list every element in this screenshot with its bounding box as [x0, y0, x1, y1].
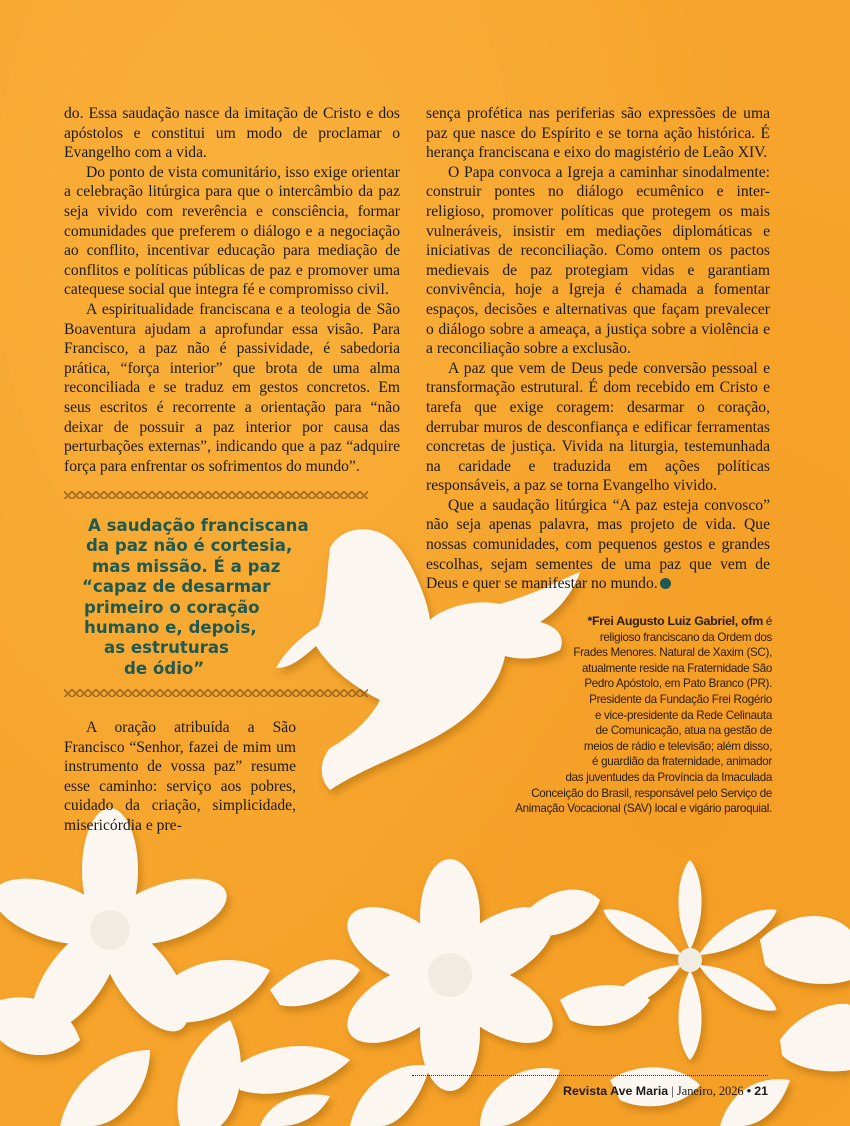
- paragraph: do. Essa saudação nasce da imitação de Cristo e dos apóstolos e constitui um modo de proclamar o Evangelho com a vida.: [64, 105, 400, 162]
- bio-line: Pedro Apóstolo, em Pato Branco (PR).: [584, 677, 772, 691]
- page-footer: [412, 1084, 768, 1099]
- bio-line: religioso franciscano da Ordem dos: [599, 630, 772, 644]
- pull-quote: [78, 516, 318, 679]
- pull-quote-line: da paz não é cortesia,: [86, 536, 293, 556]
- bio-line: meios de rádio e televisão; além disso,: [583, 739, 772, 753]
- pull-quote-line: A saudação franciscana: [88, 516, 309, 535]
- pull-quote-line: “capaz de desarmar: [82, 577, 271, 597]
- article-column-right: [426, 104, 770, 594]
- bio-line: Animação Vocacional (SAV) local e vigário paroquial.: [515, 802, 772, 816]
- article-column-left-top: [64, 104, 400, 476]
- bio-line: Frades Menores. Natural de Xaxim (SC),: [573, 646, 772, 660]
- magazine-name: Revista Ave Maria: [563, 1084, 669, 1098]
- paragraph: A paz que vem de Deus pede conversão pessoal e transformação estrutural. É dom recebido em Cristo e tarefa que exige coragem: desarmar o coração, derrubar muros de desconfiança e edificar ferramentas concretas de justiça. Vivida na liturgia, testemunhada na caridade e traduzida em ações políticas responsáveis, a paz se torna Evangelho vivido.: [426, 359, 770, 495]
- footer-separator: |: [671, 1084, 674, 1098]
- paper-flowers: [0, 808, 850, 1126]
- closing-paragraph: [426, 496, 770, 594]
- issue-date: Janeiro, 2026: [676, 1084, 744, 1098]
- footer-divider: [412, 1075, 768, 1076]
- author-bio: [472, 614, 772, 817]
- bio-line: é guardião da fraternidade, animador: [592, 755, 772, 769]
- article-column-left-bottom: [64, 718, 296, 836]
- bio-line: atualmente reside na Fraternidade São: [582, 661, 772, 675]
- pull-quote-line: as estruturas: [104, 638, 229, 658]
- paragraph: sença profética nas periferias são expressões de uma paz que nasce do Espírito e se torna ação histórica. É herança franciscana e eixo do magistério de Leão XIV.: [426, 105, 770, 162]
- end-mark-icon: [660, 578, 671, 589]
- footer-bullet: •: [746, 1084, 752, 1098]
- paragraph: A oração atribuída a São Francisco “Senhor, fazei de mim um instrumento de vossa paz” resume esse caminho: serviço aos pobres, cuidado da criação, simplicidade, misericórdia e pre-: [64, 719, 296, 834]
- ornament-divider: [64, 689, 368, 697]
- author-name: *Frei Augusto Luiz Gabriel, ofm: [587, 614, 763, 628]
- bio-line: de Comunicação, atua na gestão de: [595, 724, 772, 738]
- bio-line: Presidente da Fundação Frei Rogério: [589, 692, 772, 706]
- bio-line: das juventudes da Província da Imaculada: [565, 770, 772, 784]
- page-number: 21: [754, 1084, 768, 1098]
- pull-quote-line: primeiro o coração: [84, 597, 260, 617]
- bio-line: é: [765, 615, 772, 628]
- bio-line: Conceição do Brasil, responsável pelo Serviço de: [531, 786, 772, 800]
- paragraph: Do ponto de vista comunitário, isso exige orientar a celebração litúrgica para que o intercâmbio da paz seja vivido com reverência e consciência, formar comunidades que preferem o diálogo e a negociação ao conflito, incentivar educação para mediação de conflitos e políticas públicas de paz e promover uma catequese social que integra fé e compromisso civil.: [64, 163, 400, 299]
- paragraph-text: Que a saudação litúrgica “A paz esteja convosco” não seja apenas palavra, mas projeto de vida. Que nossas comunidades, com pequenos gestos e grandes escolhas, sejam sementes de uma paz que vem de Deus e quer se manifestar no mundo.: [426, 496, 770, 593]
- pull-quote-line: de ódio”: [124, 658, 205, 678]
- ornament-divider: [64, 491, 368, 499]
- pull-quote-line: mas missão. É a paz: [92, 556, 281, 576]
- paragraph: O Papa convoca a Igreja a caminhar sinodalmente: construir pontes no diálogo ecumênico e inter-religioso, promover políticas que protegem os mais vulneráveis, insistir em mediações diplomáticas e iniciativas de reconciliação. Como ontem os pactos medievais de paz protegiam vidas e garantiam convivência, hoje a Igreja é chamada a fomentar espaços, decisões e alternativas que façam prevalecer o diálogo sobre a ameaça, a justiça sobre a violência e a reconciliação sobre a exclusão.: [426, 163, 770, 358]
- pull-quote-line: humano e, depois,: [84, 618, 257, 638]
- bio-line: e vice-presidente da Rede Celinauta: [594, 708, 772, 722]
- paragraph: A espiritualidade franciscana e a teologia de São Boaventura ajudam a aprofundar essa visão. Para Francisco, a paz não é passividade, é sabedoria prática, “força interior” que brota de uma alma reconciliada e se traduz em gestos concretos. Em seus escritos é recorrente a orientação para “não deixar de possuir a paz interior por causa das perturbações externas”, indicando que a paz “adquire força para enfrentar os sofrimentos do mundo”.: [64, 300, 400, 475]
